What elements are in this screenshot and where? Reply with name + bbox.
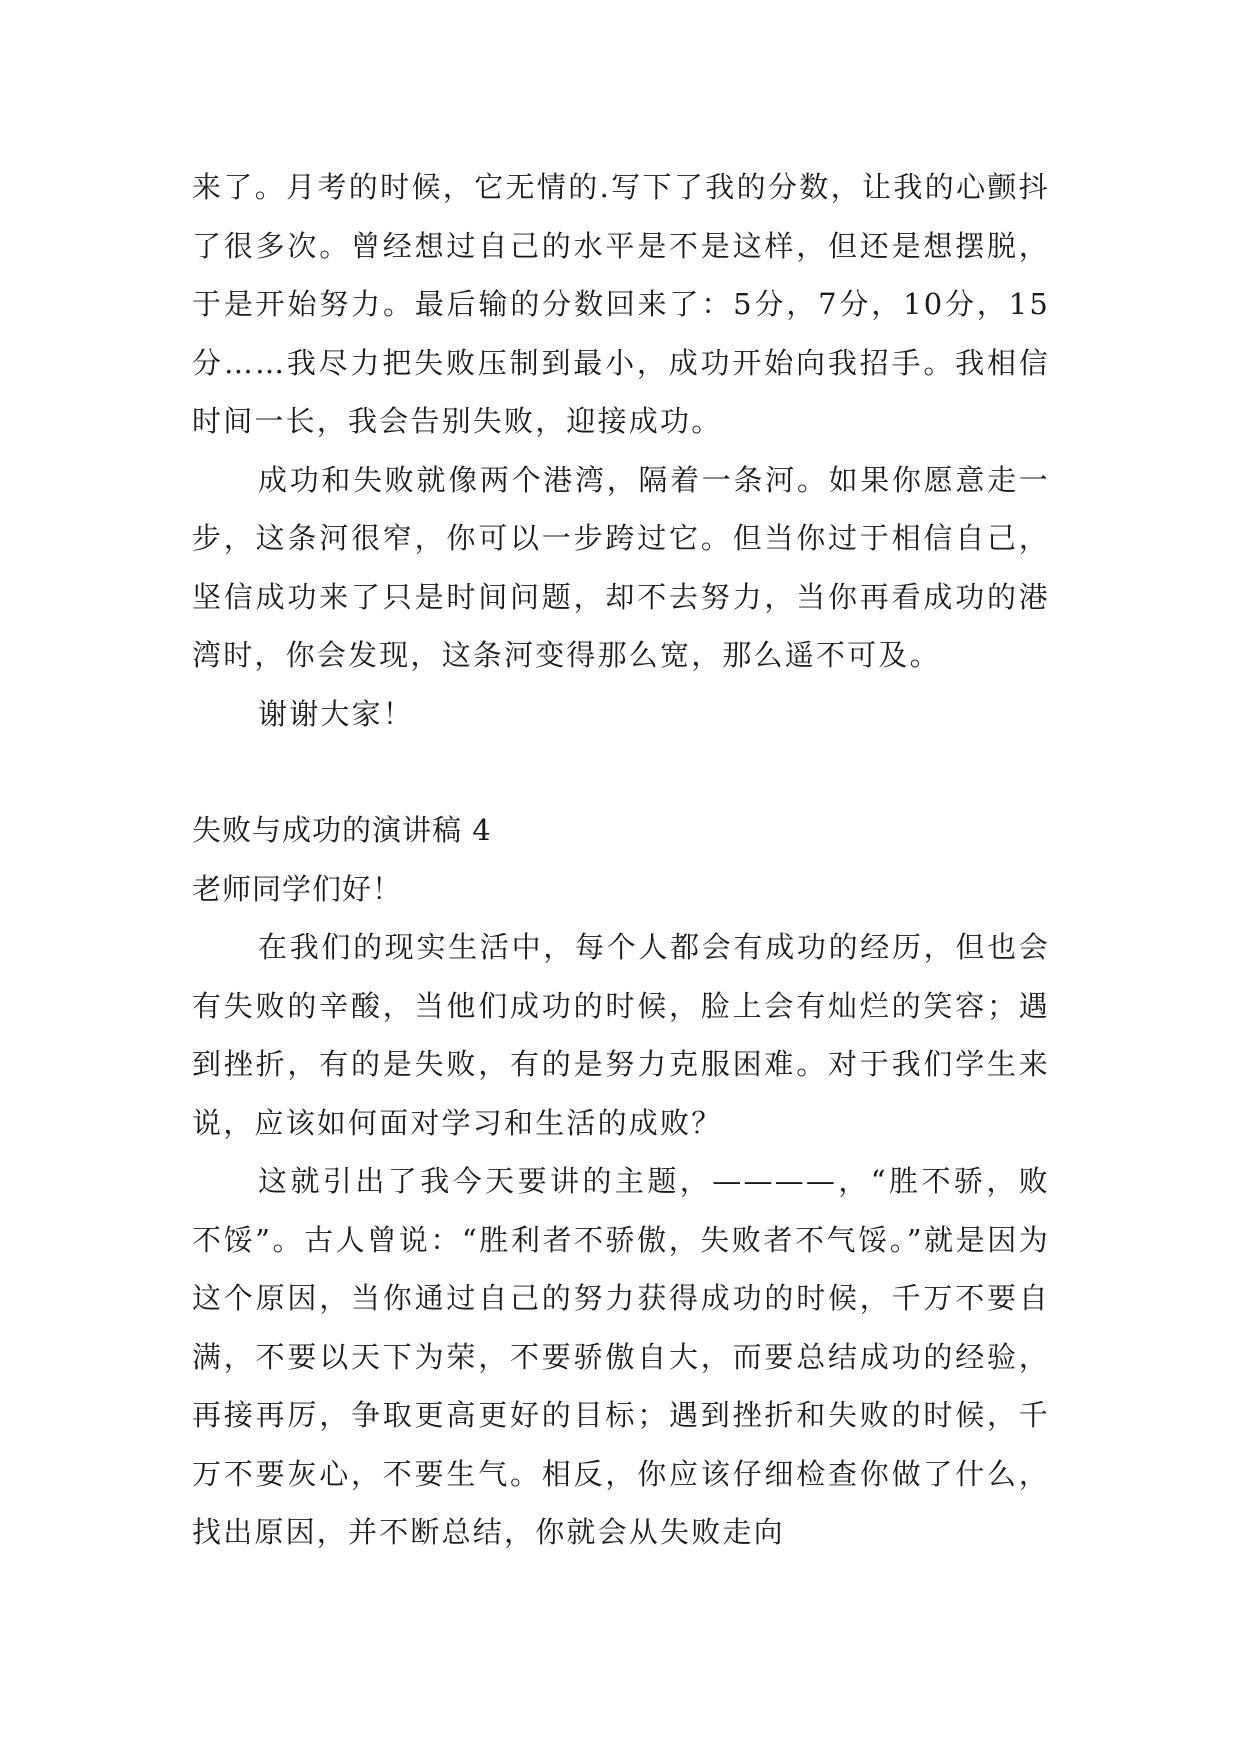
body-paragraph: 成功和失败就像两个港湾，隔着一条河。如果你愿意走一步，这条河很窄，你可以一步跨过它。但当你过于相信自己，坚信成功来了只是时间问题，却不去努力，当你再看成功的港湾时，你会发现，这条河变得那么宽，那么遥不可及。 [192,462,1050,672]
body-paragraph: 在我们的现实生活中，每个人都会有成功的经历，但也会有失败的辛酸，当他们成功的时候，脸上会有灿烂的笑容；遇到挫折，有的是失败，有的是努力克服困难。对于我们学生来说，应该如何面对学习和生活的成败？ [192,930,1050,1140]
closing-thanks: 谢谢大家！ [258,696,415,731]
section-spacer [192,743,1050,801]
document-body [192,158,1050,1562]
body-paragraph: 来了。月考的时候，它无情的.写下了我的分数，让我的心颤抖了很多次。曾经想过自己的水平是不是这样，但还是想摆脱，于是开始努力。最后输的分数回来了：5分，7分，10分，15分……我尽力把失败压制到最小，成功开始向我招手。我相信时间一长，我会告别失败，迎接成功。 [192,170,1050,438]
body-paragraph: 这就引出了我今天要讲的主题，————，“胜不骄，败不馁”。古人曾说：“胜利者不骄傲，失败者不气馁。”就是因为这个原因，当你通过自己的努力获得成功的时候，千万不要自满，不要以天下为荣，不要骄傲自大，而要总结成功的经验，再接再厉，争取更高更好的目标；遇到挫折和失败的时候，千万不要灰心，不要生气。相反，你应该仔细检查你做了什么，找出原因，并不断总结，你就会从失败走向 [192,1164,1050,1549]
section-title: 失败与成功的演讲稿 4 [192,813,492,847]
greeting-line: 老师同学们好！ [192,871,403,906]
